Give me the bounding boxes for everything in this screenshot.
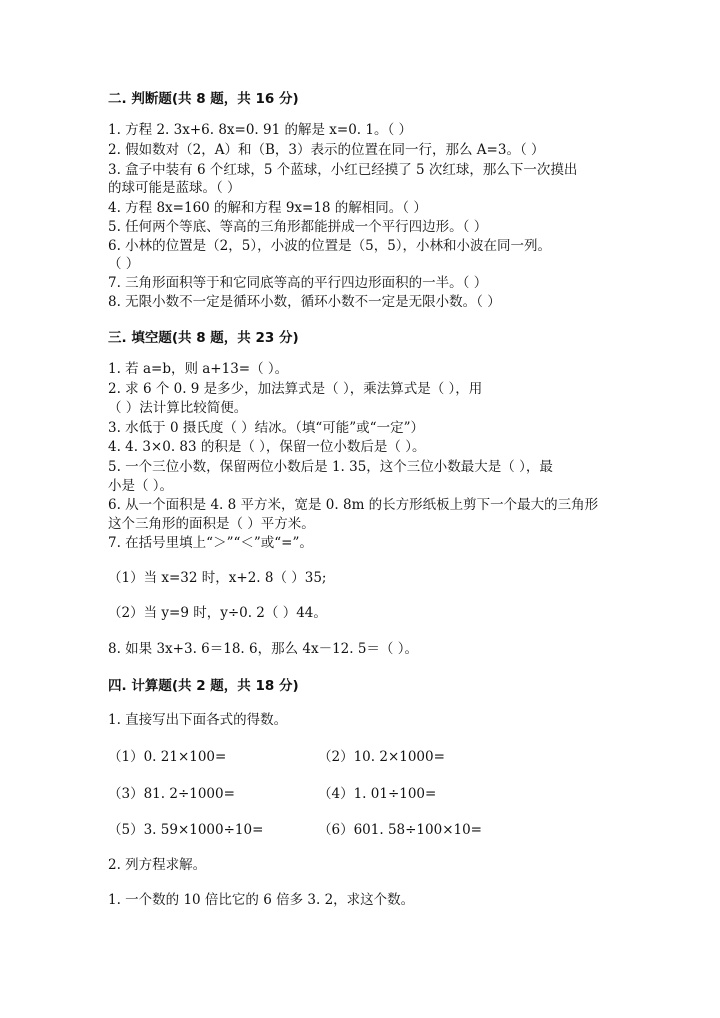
judgment-item-4: 4. 方程 8x=160 的解和方程 9x=18 的解相同。（ ）	[108, 200, 427, 216]
fill-item-7: 7. 在括号里填上“＞”“＜”或“=”。	[108, 535, 313, 551]
fill-item-3: 3. 水低于 0 摄氏度（ ）结冰。（填“可能”或“一定”）	[108, 420, 424, 436]
fill-item-2: 2. 求 6 个 0. 9 是多少，加法算式是（ ），乘法算式是（ ），用	[108, 381, 483, 397]
calc-item-6: （6）601. 58÷100×10=	[318, 822, 482, 838]
judgment-item-6: 6. 小林的位置是（2，5），小波的位置是（5，5），小林和小波在同一列。	[108, 238, 552, 254]
judgment-item-3-cont: 的球可能是蓝球。（ ）	[108, 180, 241, 196]
calc-item-1: （1）0. 21×100=	[108, 749, 227, 765]
fill-item-8: 8. 如果 3x+3. 6＝18. 6，那么 4x－12. 5＝（ ）。	[108, 641, 418, 657]
fill-item-6-cont: 这个三角形的面积是（ ）平方米。	[108, 516, 315, 532]
fill-item-1: 1. 若 a=b，则 a+13=（ ）。	[108, 361, 289, 377]
fill-item-7-sub-1: （1）当 x=32 时，x+2. 8（ ）35;	[108, 570, 327, 586]
judgment-item-2: 2. 假如数对（2，A）和（B，3）表示的位置在同一行，那么 A=3。（ ）	[108, 142, 545, 158]
judgment-item-5: 5. 任何两个等底、等高的三角形都能拼成一个平行四边形。（ ）	[108, 219, 488, 235]
judgment-item-8: 8. 无限小数不一定是循环小数，循环小数不一定是无限小数。（ ）	[108, 294, 501, 310]
fill-item-4: 4. 4. 3×0. 83 的积是（ ），保留一位小数后是（ ）。	[108, 439, 426, 455]
fill-item-5: 5. 一个三位小数，保留两位小数后是 1. 35，这个三位小数最大是（ ），最	[108, 459, 553, 475]
calc-question-2: 2. 列方程求解。	[108, 857, 207, 873]
calc-item-5: （5）3. 59×1000÷10=	[108, 822, 264, 838]
calc-item-3: （3）81. 2÷1000=	[108, 786, 235, 802]
calc-question-2-item-1: 1. 一个数的 10 倍比它的 6 倍多 3. 2，求这个数。	[108, 892, 415, 908]
calc-question-1: 1. 直接写出下面各式的得数。	[108, 712, 288, 728]
judgment-item-1: 1. 方程 2. 3x+6. 8x=0. 91 的解是 x=0. 1。（ ）	[108, 122, 412, 138]
judgment-item-6-cont: （ ）	[108, 256, 140, 272]
judgment-item-7: 7. 三角形面积等于和它同底等高的平行四边形面积的一半。（ ）	[108, 275, 488, 291]
fill-item-6: 6. 从一个面积是 4. 8 平方米，宽是 0. 8m 的长方形纸板上剪下一个最大的三角形	[108, 497, 599, 513]
section-4-heading: 四. 计算题(共 2 题，共 18 分)	[108, 678, 299, 694]
section-3-heading: 三. 填空题(共 8 题，共 23 分)	[108, 330, 299, 346]
fill-item-2-cont: （ ）法计算比较简便。	[108, 400, 248, 416]
calc-item-4: （4）1. 01÷100=	[318, 786, 437, 802]
calc-item-2: （2）10. 2×1000=	[318, 749, 445, 765]
section-2-heading: 二. 判断题(共 8 题，共 16 分)	[108, 91, 299, 107]
fill-item-7-sub-2: （2）当 y=9 时，y÷0. 2（ ）44。	[108, 605, 327, 621]
fill-item-5-cont: 小是（ ）。	[108, 478, 174, 494]
judgment-item-3: 3. 盒子中装有 6 个红球，5 个蓝球，小红已经摸了 5 次红球，那么下一次摸出	[108, 162, 578, 178]
